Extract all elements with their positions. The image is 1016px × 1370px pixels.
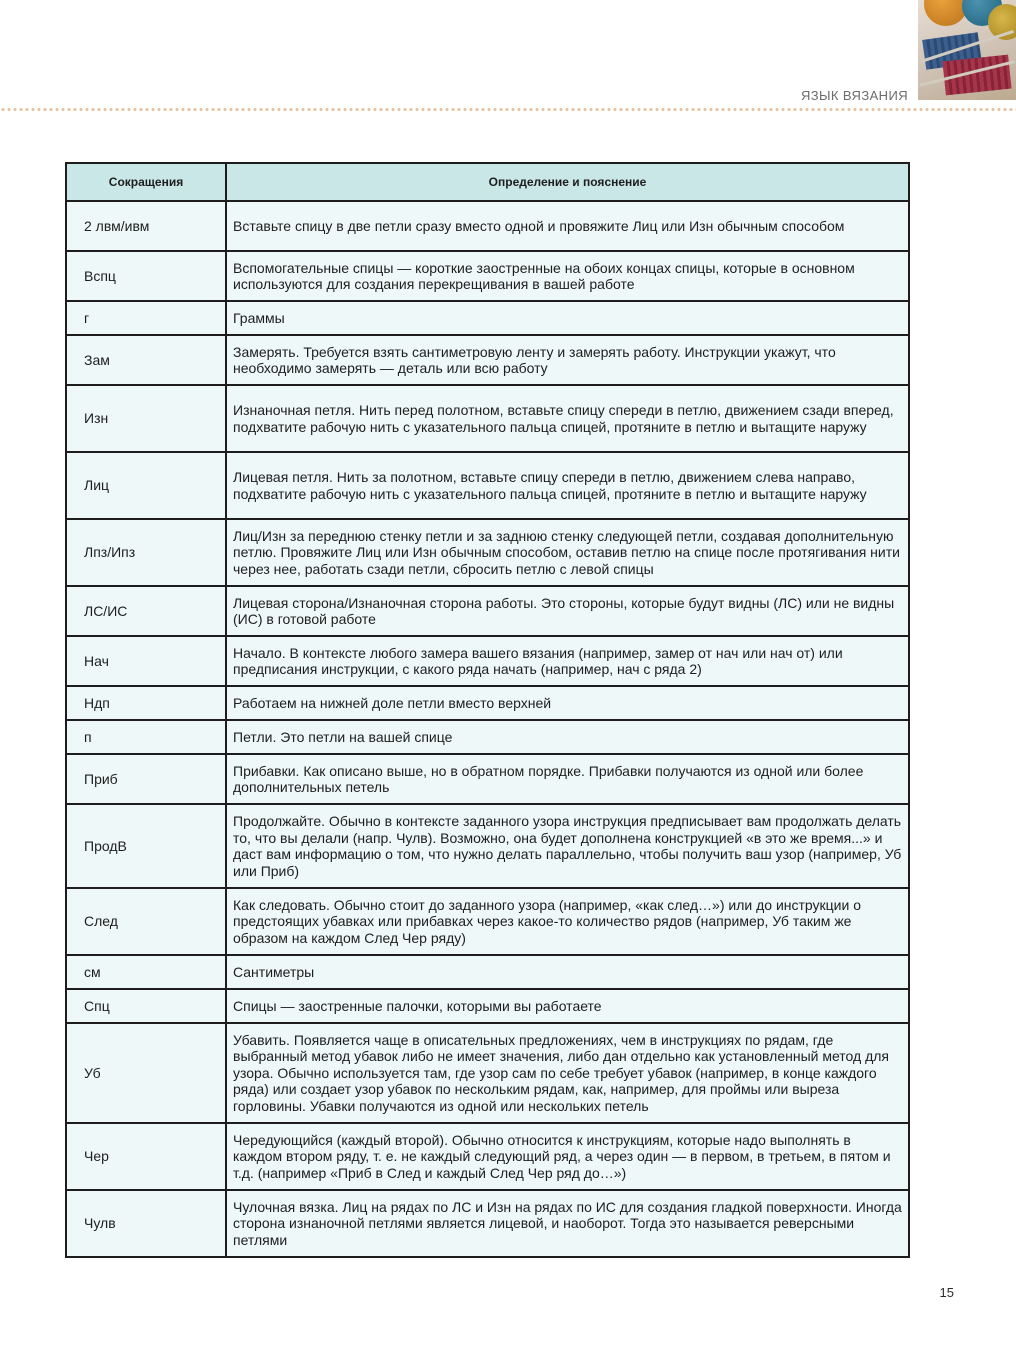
table-row bbox=[66, 1123, 909, 1190]
abbreviation-cell: Лпз/Ипз bbox=[66, 519, 226, 586]
definition-cell: Вспомогательные спицы — короткие заостренные на обоих концах спицы, которые в основном используются для создания перекрещивания в вашей работе bbox=[226, 251, 909, 301]
abbreviation-cell: След bbox=[66, 888, 226, 955]
table-row bbox=[66, 1190, 909, 1257]
column-header-definition: Определение и пояснение bbox=[226, 163, 909, 201]
abbreviation-cell: Приб bbox=[66, 754, 226, 804]
abbreviation-cell: п bbox=[66, 720, 226, 754]
definition-cell: Изнаночная петля. Нить перед полотном, вставьте спицу спереди в петлю, движением сзади вперед, подхватите рабочую нить с указательного пальца спицей, протяните в петлю и вытащите наружу bbox=[226, 385, 909, 452]
table-row bbox=[66, 636, 909, 686]
section-title: ЯЗЫК ВЯЗАНИЯ bbox=[800, 88, 908, 103]
abbreviation-cell: см bbox=[66, 955, 226, 989]
abbreviation-cell: Чер bbox=[66, 1123, 226, 1190]
table-row bbox=[66, 686, 909, 720]
definition-cell: Петли. Это петли на вашей спице bbox=[226, 720, 909, 754]
abbreviation-cell: Изн bbox=[66, 385, 226, 452]
table-row bbox=[66, 385, 909, 452]
table-header-row bbox=[66, 163, 909, 201]
abbreviation-cell: Нач bbox=[66, 636, 226, 686]
definition-cell: Вставьте спицу в две петли сразу вместо одной и провяжите Лиц или Изн обычным способом bbox=[226, 201, 909, 251]
definition-cell: Лицевая сторона/Изнаночная сторона работы. Это стороны, которые будут видны (ЛС) или не видны (ИС) в готовой работе bbox=[226, 586, 909, 636]
abbreviation-cell: Лиц bbox=[66, 452, 226, 519]
table-row bbox=[66, 888, 909, 955]
definition-cell: Спицы — заостренные палочки, которыми вы работаете bbox=[226, 989, 909, 1023]
yarn-photo bbox=[918, 0, 1016, 100]
definition-cell: Как следовать. Обычно стоит до заданного узора (например, «как след…») или до инструкции о предстоящих убавках или прибавках через какое-то количество рядов (например, Уб таким же образом на каждом След Чер ряду) bbox=[226, 888, 909, 955]
table-row bbox=[66, 754, 909, 804]
table-row bbox=[66, 989, 909, 1023]
abbreviation-cell: Зам bbox=[66, 335, 226, 385]
abbreviation-cell: Спц bbox=[66, 989, 226, 1023]
abbreviation-cell: ЛС/ИС bbox=[66, 586, 226, 636]
definition-cell: Работаем на нижней доле петли вместо верхней bbox=[226, 686, 909, 720]
table-row bbox=[66, 519, 909, 586]
definition-cell: Убавить. Появляется чаще в описательных предложениях, чем в инструкциях по рядам, где выбранный метод убавок либо не имеет значения, либо дан отдельно как установленный метод для узора. Обычно используется там, где узор сам по себе требует убавок (например, в конце каждого ряда) или создает узор убавок по нескольким рядам, как, например, для проймы или выреза горловины. Убавки получаются из одной или нескольких петель bbox=[226, 1023, 909, 1123]
definition-cell: Прибавки. Как описано выше, но в обратном порядке. Прибавки получаются из одной или более дополнительных петель bbox=[226, 754, 909, 804]
definition-cell: Чулочная вязка. Лиц на рядах по ЛС и Изн на рядах по ИС для создания гладкой поверхности. Иногда сторона изнаночной петлями является лицевой, и наоборот. Тогда это называется реверсными петлями bbox=[226, 1190, 909, 1257]
abbreviation-cell: г bbox=[66, 301, 226, 335]
table-row bbox=[66, 1023, 909, 1123]
table-row bbox=[66, 201, 909, 251]
column-header-abbreviations: Сокращения bbox=[66, 163, 226, 201]
page-number: 15 bbox=[939, 1285, 954, 1300]
table-row bbox=[66, 301, 909, 335]
definition-cell: Сантиметры bbox=[226, 955, 909, 989]
abbreviation-cell: Вспц bbox=[66, 251, 226, 301]
definition-cell: Продолжайте. Обычно в контексте заданного узора инструкция предписывает вам продолжать делать то, что вы делали (напр. Чулв). Возможно, она будет дополнена конструкцией «в это же время...» и даст вам информацию о том, что нужно делать параллельно, чтобы получить ваш узор (например, Уб или Приб) bbox=[226, 804, 909, 888]
table-row bbox=[66, 720, 909, 754]
table-row bbox=[66, 586, 909, 636]
definition-cell: Граммы bbox=[226, 301, 909, 335]
abbreviation-cell: ПродВ bbox=[66, 804, 226, 888]
table-row bbox=[66, 251, 909, 301]
table-row bbox=[66, 955, 909, 989]
definition-cell: Лиц/Изн за переднюю стенку петли и за заднюю стенку следующей петли, создавая дополнительную петлю. Провяжите Лиц или Изн обычным способом, оставив петлю на спице после протягивания нити через нее, работать сзади петли, сбросить петлю с левой спицы bbox=[226, 519, 909, 586]
definition-cell: Лицевая петля. Нить за полотном, вставьте спицу спереди в петлю, движением слева направо, подхватите рабочую нить с указательного пальца спицей, протяните в петлю и вытащите наружу bbox=[226, 452, 909, 519]
definition-cell: Начало. В контексте любого замера вашего вязания (например, замер от нач или нач от) или предписания инструкции, с какого ряда начать (например, нач с ряда 2) bbox=[226, 636, 909, 686]
abbreviations-table bbox=[65, 162, 910, 1258]
definition-cell: Чередующийся (каждый второй). Обычно относится к инструкциям, которые надо выполнять в каждом втором ряду, т. е. не каждый следующий ряд, а через один — в первом, в третьем, в пятом и т.д. (например «Приб в След и каждый След Чер ряд до…») bbox=[226, 1123, 909, 1190]
definition-cell: Замерять. Требуется взять сантиметровую ленту и замерять работу. Инструкции укажут, что необходимо замерять — деталь или всю работу bbox=[226, 335, 909, 385]
table-row bbox=[66, 804, 909, 888]
abbreviation-cell: Ндп bbox=[66, 686, 226, 720]
table-row bbox=[66, 335, 909, 385]
abbreviation-cell: Уб bbox=[66, 1023, 226, 1123]
decorative-divider bbox=[0, 106, 1016, 113]
table-row bbox=[66, 452, 909, 519]
abbreviation-cell: 2 лвм/ивм bbox=[66, 201, 226, 251]
abbreviation-cell: Чулв bbox=[66, 1190, 226, 1257]
